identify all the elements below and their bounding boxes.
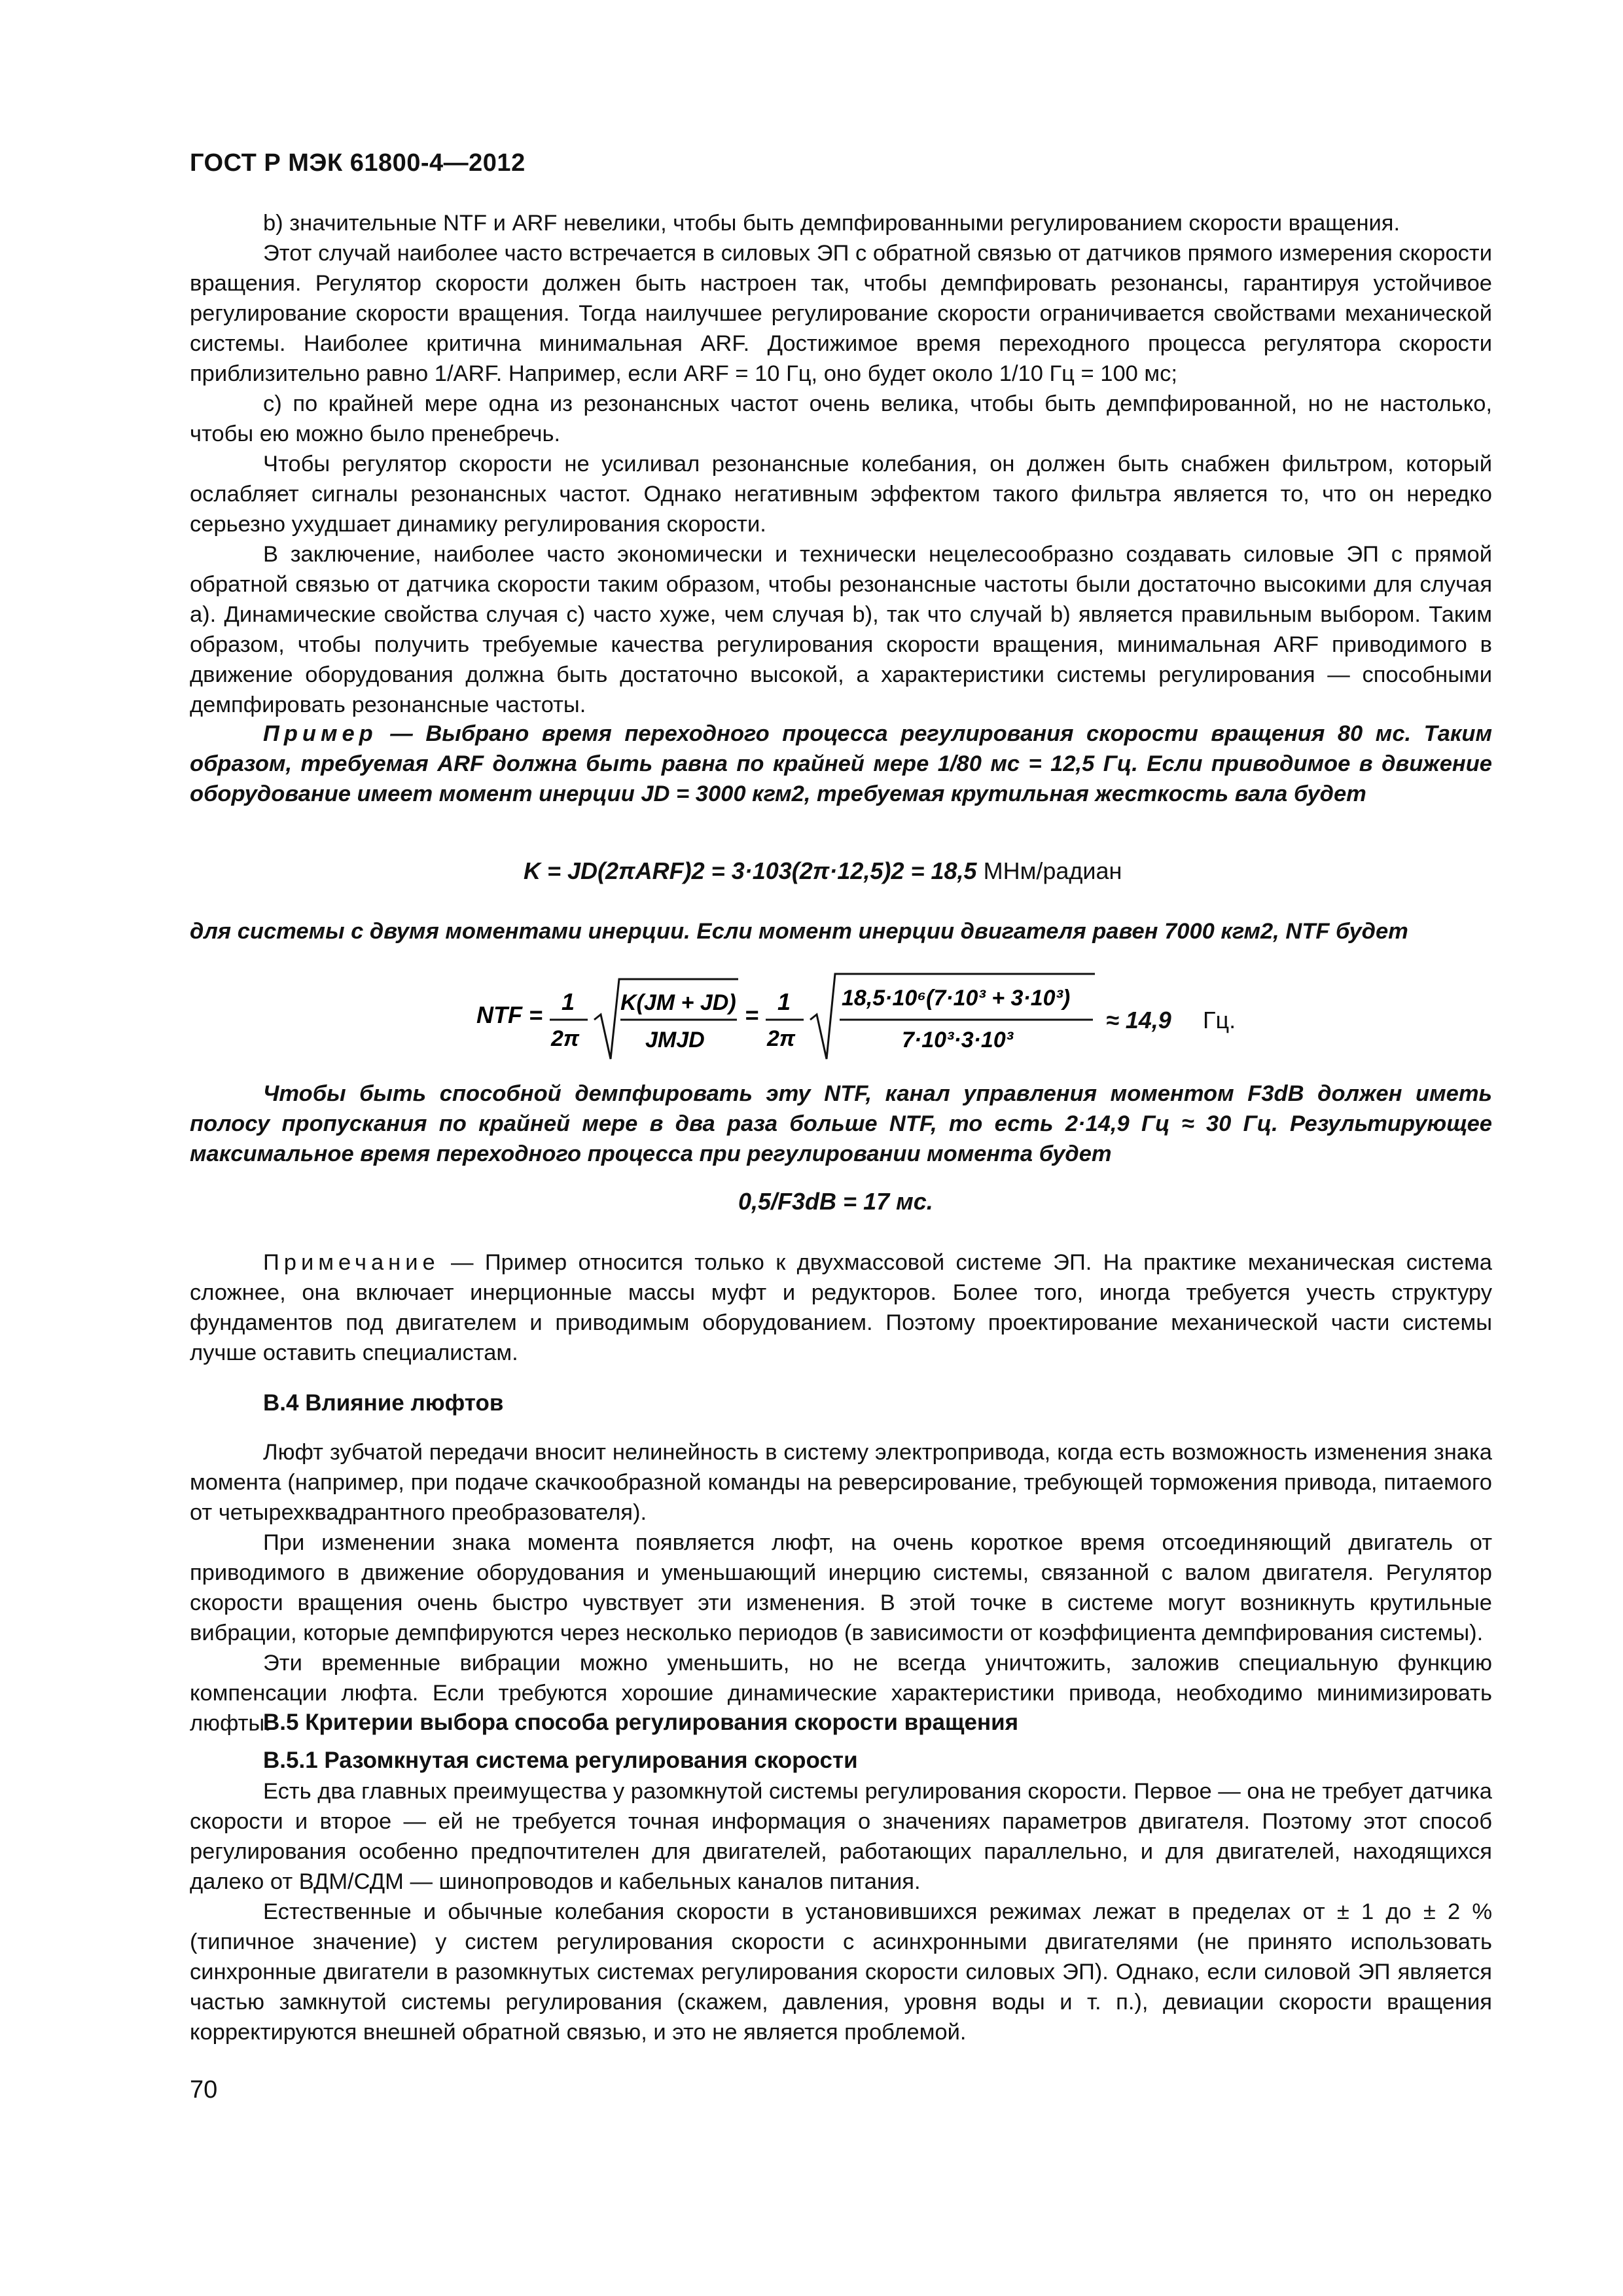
section-b5-title: В.5 Критерии выбора способа регулирования скорости вращения <box>263 1710 1019 1735</box>
section-b5-body <box>190 1776 1492 2047</box>
paragraph: Естественные и обычные колебания скорости в установившихся режимах лежат в пределах от ± 1 до ± 2 % (типичное значение) у систем регулирования скорости с асинхронными двигателями (не принято использовать синхронные двигатели в разомкнутых системах регулирования скорости силовых ЭП). Однако, если силовой ЭП является частью замкнутой системы регулирования (скажем, давления, уровня воды и т. п.), девиации скорости вращения корректируются внешней обратной связью, и это не является проблемой. <box>190 1899 1492 2045</box>
frac2-numerator: 1 <box>777 988 791 1015</box>
frac2-denominator: 2π <box>767 1026 796 1051</box>
sqrt-denominator: JMJD <box>645 1028 705 1052</box>
ntf-unit: Гц. <box>1203 1007 1236 1033</box>
example-text-2 <box>190 916 1492 946</box>
example-text-3 <box>190 1079 1492 1169</box>
paragraph: Люфт зубчатой передачи вносит нелинейность в систему электропривода, когда есть возможность изменения знака момента (например, при подаче скачкообразной команды на реверсирование, требующей торможения привода, питаемого от четырехквадрантного преобразователя). <box>190 1440 1492 1525</box>
section-b51-title: В.5.1 Разомкнутая система регулирования скорости <box>263 1748 858 1773</box>
sqrt-numerator: K(JM + JD) <box>620 990 736 1015</box>
example-block <box>190 719 1492 809</box>
note-text: — Пример относится только к двухмассовой системе ЭП. На практике механическая система сложнее, она включает инерционные массы муфт и редукторов. Более того, иногда требуется учесть структуру фундаментов под двигателем и приводимым оборудованием. Поэтому проектирование механической части системы лучше оставить специалистам. <box>190 1250 1492 1365</box>
formula-ntf <box>476 967 1249 1066</box>
document-header: ГОСТ Р МЭК 61800-4—2012 <box>190 149 526 177</box>
note-paragraph <box>190 1247 1492 1368</box>
paragraph: При изменении знака момента появляется люфт, на очень короткое время отсоединяющий двигатель от приводимого в движение оборудования и уменьшающий инерцию системы, связанной с валом двигателя. Регулятор скорости вращения очень быстро чувствует эти изменения. В этой точке в системе могут возникнуть крутильные вибрации, которые демпфируются через несколько периодов (в зависимости от коэффициента демпфирования системы). <box>190 1530 1492 1645</box>
formula-stiffness <box>524 857 1122 885</box>
note-block <box>190 1247 1492 1368</box>
ntf-lhs: NTF = <box>476 1001 543 1028</box>
formula-stiffness-expr: K = JD(2πARF)2 = 3·103(2π·12,5)2 = 18,5 <box>524 857 977 884</box>
example-paragraph-3: Чтобы быть способной демпфировать эту NTF, канал управления моментом F3dB должен иметь полосу пропускания по крайней мере в два раза больше NTF, то есть 2·14,9 Гц ≈ 30 Гц. Результирующее максимальное время переходного процесса при регулировании момента будет <box>190 1081 1492 1166</box>
sqrt2-denominator: 7·10³·3·10³ <box>902 1028 1014 1052</box>
paragraph: Есть два главных преимущества у разомкнутой системы регулирования скорости. Первое — она не требует датчика скорости и второе — ей не требуется точная информация о значениях параметров двигателя. Поэтому этот способ регулирования особенно предпочтителен для двигателей, работающих параллельно, и для двигателей, находящихся далеко от ВДМ/СДМ — шинопроводов и кабельных каналов питания. <box>190 1779 1492 1894</box>
equals-sign: = <box>745 1001 759 1028</box>
paragraph: Этот случай наиболее часто встречается в силовых ЭП с обратной связью от датчиков прямого измерения скорости вращения. Регулятор скорости должен быть настроен так, чтобы демпфировать резонансы, гарантируя устойчивое регулирование скорости вращения. Тогда наилучшее регулирование скорости ограничивается свойствами механической системы. Наиболее критична минимальная ARF. Достижимое время переходного процесса регулятора скорости приблизительно равно 1/ARF. Например, если ARF = 10 Гц, оно будет около 1/10 Гц = 100 мс; <box>190 241 1492 386</box>
example-paragraph <box>190 719 1492 809</box>
paragraph: В заключение, наиболее часто экономически и технически нецелесообразно создавать силовые ЭП с прямой обратной связью от датчика скорости таким образом, чтобы резонансные частоты были достаточно высокими для случая а). Динамические свойства случая с) часто хуже, чем случая b), так что случай b) является правильным выбором. Таким образом, чтобы получить требуемые качества регулирования скорости вращения, минимальная ARF приводимого в движение оборудования должна быть достаточно высокой, а характеристики системы регулирования — способными демпфировать резонансные частоты. <box>190 542 1492 717</box>
note-label: Примечание <box>263 1250 440 1275</box>
example-label: Пример <box>263 721 378 746</box>
paragraph: b) значительные NTF и ARF невелики, чтобы быть демпфированными регулированием скорости вращения. <box>263 211 1400 236</box>
ntf-result: ≈ 14,9 <box>1106 1007 1171 1033</box>
page-number: 70 <box>190 2076 218 2104</box>
frac-numerator: 1 <box>562 988 575 1015</box>
formula-stiffness-unit: МНм/радиан <box>983 857 1122 884</box>
paragraph: Эти временные вибрации можно уменьшить, но не всегда уничтожить, заложив специальную функцию компенсации люфта. Если требуются хорошие динамические характеристики привода, необходимо минимизировать люфты. <box>190 1651 1492 1736</box>
paragraph: Чтобы регулятор скорости не усиливал резонансные колебания, он должен быть снабжен фильтром, который ослабляет сигналы резонансных частот. Однако негативным эффектом такого фильтра является то, что он нередко серьезно ухудшает динамику регулирования скорости. <box>190 452 1492 537</box>
frac-denominator: 2π <box>551 1026 580 1051</box>
sqrt2-numerator: 18,5·10⁶(7·10³ + 3·10³) <box>842 986 1071 1011</box>
body-block-1 <box>190 208 1492 720</box>
section-b4-title: В.4 Влияние люфтов <box>263 1390 504 1416</box>
example-paragraph-2: для системы с двумя моментами инерции. Если момент инерции двигателя равен 7000 кгм2, NTF будет <box>190 919 1408 944</box>
example-text: — Выбрано время переходного процесса регулирования скорости вращения 80 мс. Таким образом, требуемая ARF должна быть равна по крайней мере 1/80 мс = 12,5 Гц. Если приводимое в движение оборудование имеет момент инерции JD = 3000 кгм2, требуемая крутильная жесткость вала будет <box>190 721 1492 806</box>
section-b4-body <box>190 1437 1492 1738</box>
paragraph: c) по крайней мере одна из резонансных частот очень велика, чтобы быть демпфированной, но не настолько, чтобы ею можно было пренебречь. <box>190 391 1492 446</box>
formula-transient: 0,5/F3dB = 17 мс. <box>738 1188 933 1215</box>
